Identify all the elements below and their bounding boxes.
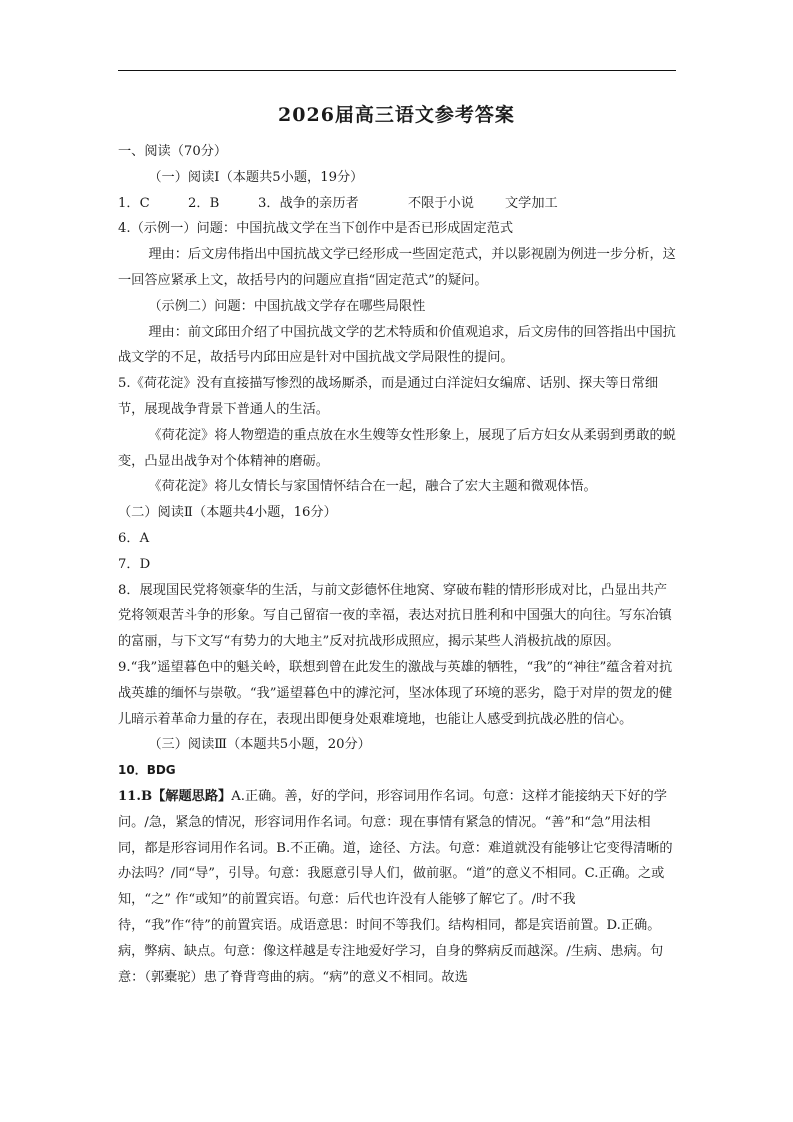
answer-q11 [118, 784, 676, 990]
page-title: 2026届高三语文参考答案 [278, 104, 515, 126]
answer-q3-c: 文学加工 [505, 195, 558, 211]
answer-q4-example1: 4.（示例一）问题：中国抗战文学在当下创作中是否已形成固定范式 [118, 221, 514, 237]
answer-q3-b: 不限于小说 [408, 195, 474, 211]
answer-q5-point3: 《荷花淀》将儿女情长与家国情怀结合在一起，融合了宏大主题和微观体悟。 [148, 479, 597, 495]
subsection-heading-3: （三）阅读Ⅲ（本题共5小题，20分） [148, 737, 371, 753]
answer-q4-example2: （示例二）问题：中国抗战文学存在哪些局限性 [148, 298, 426, 314]
answer-q9: 9.“我”遥望暮色中的魁关岭，联想到曾在此发生的激战与英雄的牺牲，“我”的“神往”蕴含着对抗战英雄的缅怀与崇敬。“我”遥望暮色中的滹沱河，坚冰体现了环境的恶劣，隐于对岸的贺龙的健儿暗示着革命力量的存在，表现出即便身处艰难境地，也能让人感受到抗战必胜的信心。 [118, 659, 673, 727]
answer-q8: 8．展现国民党将领豪华的生活，与前文彭德怀住地窝、穿破布鞋的情形形成对比，凸显出共产党将领艰苦斗争的形象。写自己留宿一夜的幸福，表达对抗日胜利和中国强大的向往。写东冶镇的富丽，与下文写“有势力的大地主”反对抗战形成照应，揭示某些人消极抗战的原因。 [118, 582, 672, 650]
answer-q6: 6．A [118, 530, 150, 546]
document-body [118, 139, 676, 990]
answer-q4-example1-reason: 理由：后文房伟指出中国抗战文学已经形成一些固定范式，并以影视剧为例进一步分析，这一回答应紧承上文，故括号内的问题应直指“固定范式”的疑问。 [118, 247, 676, 288]
answer-q1: 1．C [118, 195, 150, 211]
subsection-heading-2: （二）阅读Ⅱ（本题共4小题，16分） [118, 505, 337, 521]
answer-q10: 10．BDG [118, 763, 176, 778]
answers-1-3 [118, 191, 676, 217]
answer-q4-example2-reason: 理由：前文邱田介绍了中国抗战文学的艺术特质和价值观追求，后文房伟的回答指出中国抗战文学的不足，故括号内邱田应是针对中国抗战文学局限性的提问。 [118, 324, 676, 366]
answer-q11-label: 11.B【解题思路】 [118, 788, 232, 804]
section-heading: 一、阅读（70分） [118, 144, 228, 159]
answer-q5-point1: 5.《荷花淀》没有直接描写惨烈的战场厮杀，而是通过白洋淀妇女编席、话别、探夫等日常细节，展现战争背景下普通人的生活。 [118, 376, 659, 417]
answer-q7: 7．D [118, 556, 151, 572]
answer-q3-a: 3．战争的亲历者 [258, 195, 359, 211]
answer-q11-text: A.正确。善，好的学问，形容词用作名词。句意：这样才能接纳天下好的学问。/急，紧急的情况，形容词用作名词。句意：现在事情有紧急的情况。“善”和“急”用法相同，都是形容词用作名词。B.不正确。道，途径、方法。句意：难道就没有能够让它变得清晰的办法吗？/同“导”，引导。句意：我愿意引导人们，做前驱。“道”的意义不相同。C.正确。之或知，“之” 作“或知”的前置宾语。句意：后代也许没有人能够了解它了。/时不我待，“我”作“待”的前置宾语。成语意思：时间不等我们。结构相同，都是宾语前置。D.正确。病，弊病、缺点。句意：像这样越是专注地爱好学习，自身的弊病反而越深。/生病、患病。句意：（郭橐驼）患了脊背弯曲的病。“病”的意义不相同。故选 [118, 788, 673, 985]
subsection-heading-1: （一）阅读Ⅰ（本题共5小题，19分） [148, 169, 364, 185]
answer-q2: 2．B [188, 195, 220, 211]
answer-q5-point2: 《荷花淀》将人物塑造的重点放在水生嫂等女性形象上，展现了后方妇女从柔弱到勇敢的蜕变，凸显出战争对个体精神的磨砺。 [118, 427, 676, 469]
header-rule [118, 70, 676, 71]
